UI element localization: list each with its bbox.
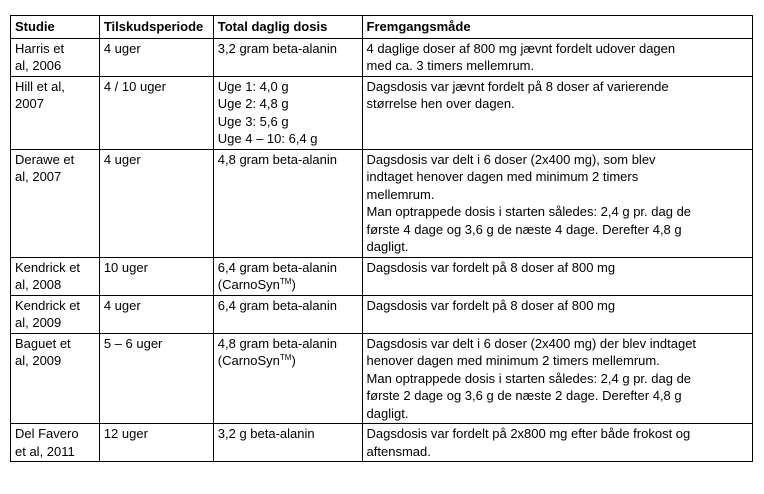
trademark-superscript: TM (279, 353, 292, 362)
cell-fremgangsmaade (362, 38, 752, 76)
dosis-line: 6,4 gram beta-alanin (217, 259, 338, 275)
metode-line: dagligt. (366, 239, 409, 254)
header-row (11, 16, 753, 39)
cell-studie (11, 38, 100, 76)
table-row (11, 295, 753, 333)
metode-line: Dagsdosis var fordelt på 8 doser af 800 mg (366, 259, 616, 275)
cell-studie (11, 257, 100, 295)
table-row (11, 333, 753, 424)
table-row (11, 424, 753, 462)
metode-line: første 2 dage og 3,6 g de næste 2 dage. Derefter 4,8 g (366, 388, 682, 403)
cell-dosis (213, 76, 362, 149)
metode-line: Dagsdosis var delt i 6 doser (2x400 mg) der blev indtaget (366, 335, 697, 351)
studie-line: al, 2009 (15, 353, 62, 368)
table-row (11, 149, 753, 257)
header-fremgangsmaade: Fremgangsmåde (362, 16, 752, 39)
studie-line: et al, 2011 (15, 443, 75, 459)
dosis-line: (CarnoSyn™) (217, 277, 296, 292)
dosis-line: 6,4 gram beta-alanin (217, 297, 338, 313)
dosing-table (10, 15, 753, 462)
studie-line: Kendrick et (15, 259, 81, 275)
cell-tilskudsperiode: 4 uger (99, 38, 213, 76)
metode-line: henover dagen med minimum 2 timers mellemrum. (366, 353, 660, 368)
cell-dosis (213, 38, 362, 76)
metode-line: Man optrappede dosis i starten således: 2,4 g pr. dag de (366, 370, 692, 386)
metode-line: Dagsdosis var fordelt på 8 doser af 800 mg (366, 297, 616, 313)
cell-fremgangsmaade (362, 76, 752, 149)
table-row (11, 76, 753, 149)
cell-tilskudsperiode: 4 uger (99, 149, 213, 257)
dosis-line: 4,8 gram beta-alanin (217, 151, 338, 167)
table-row (11, 257, 753, 295)
studie-line: Del Favero (15, 426, 79, 441)
cell-studie (11, 333, 100, 424)
cell-studie (11, 295, 100, 333)
studie-line: Harris et (15, 40, 65, 56)
cell-dosis (213, 333, 362, 424)
cell-dosis (213, 149, 362, 257)
metode-line: med ca. 3 timers mellemrum. (366, 58, 535, 73)
cell-fremgangsmaade (362, 149, 752, 257)
cell-tilskudsperiode: 4 / 10 uger (99, 76, 213, 149)
trademark-superscript: TM (279, 277, 292, 286)
studie-line: al, 2006 (15, 58, 62, 73)
dosis-line: 3,2 gram beta-alanin (217, 40, 338, 56)
dosis-line: Uge 3: 5,6 g (217, 113, 289, 129)
metode-line: 4 daglige doser af 800 mg jævnt fordelt udover dagen (366, 40, 676, 56)
cell-tilskudsperiode: 10 uger (99, 257, 213, 295)
cell-studie (11, 424, 100, 462)
cell-tilskudsperiode: 5 – 6 uger (99, 333, 213, 424)
studie-line: 2007 (15, 96, 44, 111)
metode-line: Man optrappede dosis i starten således: 2,4 g pr. dag de (366, 204, 692, 219)
cell-fremgangsmaade (362, 333, 752, 424)
header-tilskudsperiode: Tilskudsperiode (99, 16, 213, 39)
metode-line: størrelse hen over dagen. (366, 96, 515, 111)
cell-studie (11, 149, 100, 257)
dosis-line: (CarnoSyn™) (217, 353, 296, 368)
header-total-daglig-dosis: Total daglig dosis (213, 16, 362, 39)
cell-fremgangsmaade (362, 424, 752, 462)
cell-tilskudsperiode: 4 uger (99, 295, 213, 333)
dosis-line: Uge 4 – 10: 6,4 g (217, 131, 318, 146)
metode-line: første 4 dage og 3,6 g de næste 4 dage. Derefter 4,8 g (366, 221, 682, 237)
metode-line: Dagsdosis var fordelt på 2x800 mg efter både frokost og (366, 426, 691, 441)
studie-line: al, 2007 (15, 169, 62, 184)
studie-line: al, 2008 (15, 277, 62, 292)
cell-dosis (213, 295, 362, 333)
metode-line: Dagsdosis var delt i 6 doser (2x400 mg), som blev (366, 151, 656, 167)
studie-line: Derawe et (15, 151, 75, 167)
metode-line: aftensmad. (366, 443, 431, 459)
metode-line: mellemrum. (366, 186, 435, 202)
cell-studie (11, 76, 100, 149)
studie-line: Kendrick et (15, 297, 81, 313)
table-row (11, 38, 753, 76)
cell-fremgangsmaade (362, 257, 752, 295)
studie-line: Baguet et (15, 335, 71, 351)
dosis-line: Uge 2: 4,8 g (217, 96, 289, 111)
dosis-line: Uge 1: 4,0 g (217, 78, 289, 94)
cell-tilskudsperiode: 12 uger (99, 424, 213, 462)
metode-line: indtaget henover dagen med minimum 2 timers (366, 169, 639, 184)
cell-dosis (213, 424, 362, 462)
cell-dosis (213, 257, 362, 295)
metode-line: Dagsdosis var jævnt fordelt på 8 doser af varierende (366, 78, 669, 94)
dosis-line: 3,2 g beta-alanin (217, 426, 315, 441)
dosis-line: 4,8 gram beta-alanin (217, 335, 338, 351)
studie-line: Hill et al, (15, 78, 65, 94)
metode-line: dagligt. (366, 405, 409, 421)
header-studie: Studie (11, 16, 100, 39)
cell-fremgangsmaade (362, 295, 752, 333)
studie-line: al, 2009 (15, 315, 62, 330)
